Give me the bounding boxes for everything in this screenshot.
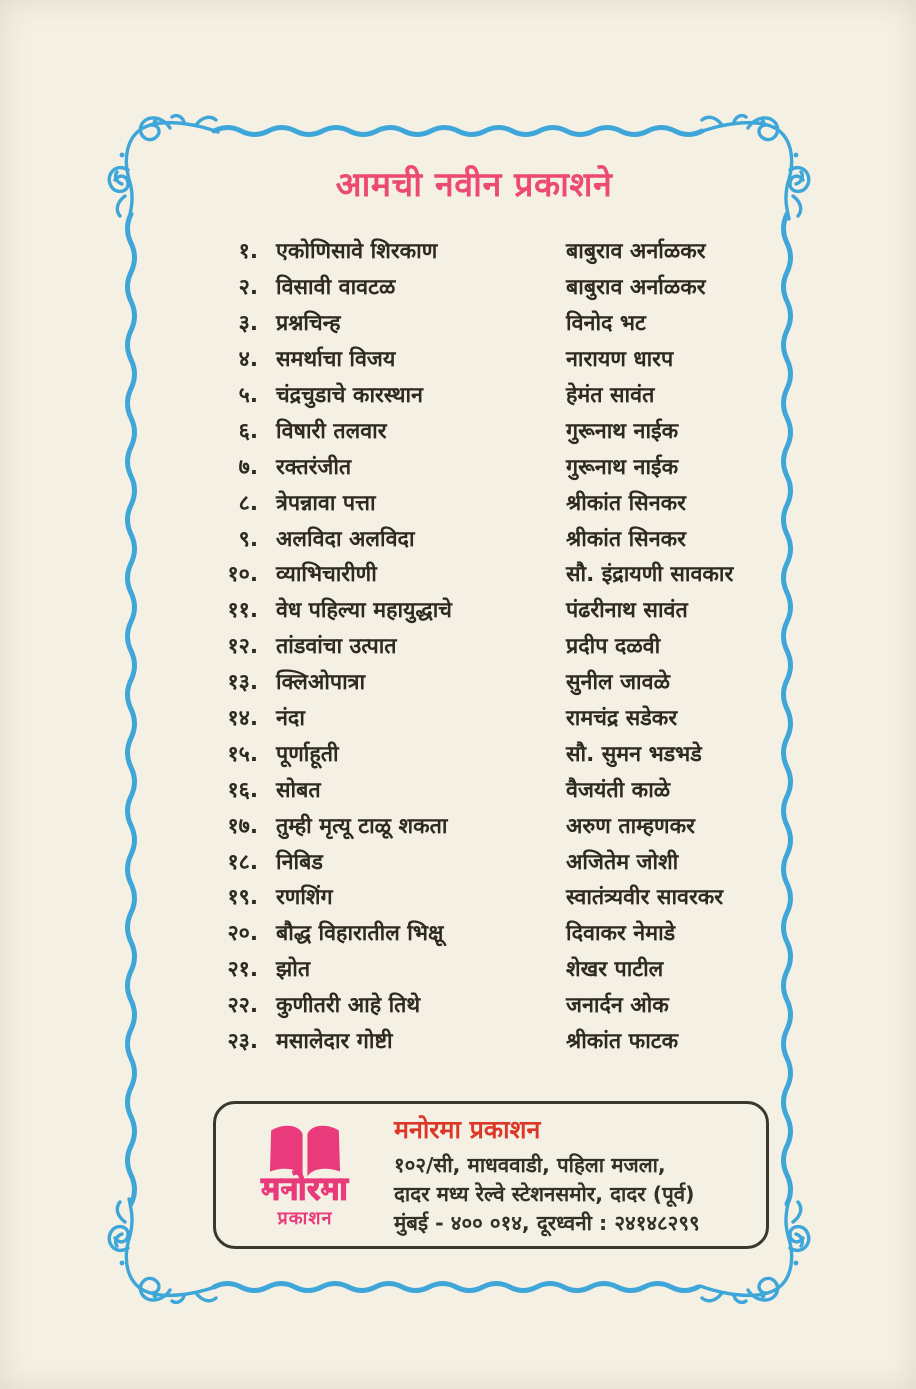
book-title: वेध पहिल्या महायुद्धाचे — [276, 598, 452, 624]
book-number: १५. — [227, 741, 258, 767]
publisher-address-line1: १०२/सी, माधववाडी, पहिला मजला, — [394, 1152, 666, 1177]
book-author: श्रीकांत फाटक — [566, 1029, 679, 1055]
border-bottom-wave — [214, 1284, 698, 1291]
book-number: ३. — [238, 311, 258, 337]
book-author: शेखर पाटील — [566, 957, 664, 983]
book-title: झोत — [276, 957, 311, 983]
book-row — [158, 377, 758, 413]
publisher-contact-line: मुंबई - ४०० ०१४, दूरध्वनी : २४१४८२९९ — [394, 1210, 700, 1235]
book-author: गुरूनाथ नाईक — [566, 418, 679, 444]
book-row — [158, 520, 758, 556]
publisher-logo-name: मनोरमा — [261, 1171, 349, 1207]
book-number: २. — [238, 275, 258, 301]
book-title: मसालेदार गोष्टी — [276, 1029, 393, 1055]
book-title: पूर्णाहूती — [276, 741, 339, 767]
book-author: स्वातंत्र्यवीर सावरकर — [566, 885, 724, 911]
book-author: हेमंत सावंत — [566, 383, 655, 408]
book-author: श्रीकांत सिनकर — [566, 490, 686, 516]
book-author: दिवाकर नेमाडे — [566, 921, 676, 947]
book-author: पंढरीनाथ सावंत — [566, 598, 688, 624]
book-row — [158, 1023, 758, 1059]
book-row — [158, 771, 758, 807]
book-number: २१. — [227, 957, 258, 983]
book-list — [158, 233, 758, 1058]
publisher-logo — [230, 1122, 380, 1228]
book-row — [158, 592, 758, 628]
book-author: जनार्दन ओक — [566, 993, 669, 1019]
book-row — [158, 951, 758, 987]
book-title: चंद्रचुडाचे कारस्थान — [276, 383, 423, 408]
book-author: श्रीकांत सिनकर — [566, 526, 686, 552]
book-row — [158, 987, 758, 1023]
book-number: २३. — [227, 1029, 258, 1055]
book-number: १. — [238, 239, 258, 265]
book-number: ४. — [238, 347, 258, 373]
book-author: सौ. इंद्रायणी सावकार — [566, 562, 734, 588]
book-title: निबिड — [276, 849, 323, 875]
book-row — [158, 735, 758, 771]
book-number: ११. — [227, 598, 258, 624]
book-row — [158, 664, 758, 700]
book-author: सौ. सुमन भडभडे — [566, 741, 702, 767]
book-number: ८. — [238, 490, 258, 516]
book-title: रक्तरंजीत — [276, 454, 352, 480]
book-number: ९. — [238, 526, 258, 552]
book-author: रामचंद्र सडेकर — [566, 706, 678, 732]
book-row — [158, 233, 758, 269]
book-number: २०. — [227, 921, 258, 947]
book-title: विषारी तलवार — [276, 418, 387, 444]
book-title: नंदा — [276, 706, 305, 732]
book-number: १८. — [227, 849, 258, 875]
book-author: वैजयंती काळे — [566, 777, 671, 803]
book-author: अरुण ताम्हणकर — [566, 813, 695, 839]
book-title: तुम्ही मृत्यू टाळू शकता — [276, 813, 448, 839]
book-number: २२. — [227, 993, 258, 1019]
border-left-wave — [128, 214, 135, 1204]
book-title: त्रेपन्नावा पत्ता — [276, 490, 376, 516]
publisher-logo-subtitle: प्रकाशन — [277, 1208, 333, 1229]
book-title: विसावी वावटळ — [276, 275, 396, 301]
book-row — [158, 269, 758, 305]
book-author: बाबुराव अर्नाळकर — [566, 239, 706, 265]
book-row — [158, 556, 758, 592]
book-author: सुनील जावळे — [566, 670, 670, 696]
book-row — [158, 305, 758, 341]
book-number: १९. — [227, 885, 258, 911]
book-title: रणशिंग — [276, 885, 333, 911]
border-top-wave — [214, 128, 702, 135]
book-number: १६. — [227, 777, 258, 803]
book-row — [158, 341, 758, 377]
page-title: आमची नवीन प्रकाशने — [335, 165, 613, 205]
book-author: विनोद भट — [566, 311, 646, 337]
book-number: ६. — [238, 418, 258, 444]
book-author: गुरूनाथ नाईक — [566, 454, 679, 480]
book-row — [158, 807, 758, 843]
book-row — [158, 448, 758, 484]
book-title: व्याभिचारीणी — [276, 562, 377, 588]
book-title: कुणीतरी आहे तिथे — [276, 993, 421, 1019]
book-title: बौद्ध विहारातील भिक्षू — [276, 921, 444, 947]
book-row — [158, 915, 758, 951]
publisher-name: मनोरमा प्रकाशन — [394, 1115, 541, 1145]
book-title: समर्थाचा विजय — [276, 347, 396, 373]
book-title: तांडवांचा उत्पात — [276, 634, 397, 660]
book-title: प्रश्नचिन्ह — [276, 311, 341, 337]
book-number: १७. — [227, 813, 258, 839]
book-number: ५. — [238, 383, 258, 408]
publisher-address-line2: दादर मध्य रेल्वे स्टेशनसमोर, दादर (पूर्व) — [394, 1181, 695, 1206]
book-number: ७. — [238, 454, 258, 480]
publisher-box — [213, 1101, 769, 1249]
book-title: अलविदा अलविदा — [276, 526, 415, 552]
book-row — [158, 628, 758, 664]
book-row — [158, 700, 758, 736]
book-row — [158, 484, 758, 520]
book-title: सोबत — [276, 777, 321, 803]
book-row — [158, 843, 758, 879]
publisher-info — [394, 1112, 750, 1238]
corner-flourish-bottom-left — [109, 1199, 218, 1302]
book-number: १४. — [227, 706, 258, 732]
book-title: क्लिओपात्रा — [276, 670, 366, 696]
book-title: एकोणिसावे शिरकाण — [276, 239, 438, 265]
book-author: प्रदीप दळवी — [566, 634, 661, 660]
book-number: १०. — [227, 562, 258, 588]
border-right-wave — [784, 214, 791, 1204]
book-row — [158, 879, 758, 915]
book-number: १२. — [227, 634, 258, 660]
book-row — [158, 412, 758, 448]
book-author: अजितेम जोशी — [566, 849, 679, 875]
book-author: नारायण धारप — [566, 347, 674, 373]
book-number: १३. — [227, 670, 258, 696]
book-author: बाबुराव अर्नाळकर — [566, 275, 706, 301]
